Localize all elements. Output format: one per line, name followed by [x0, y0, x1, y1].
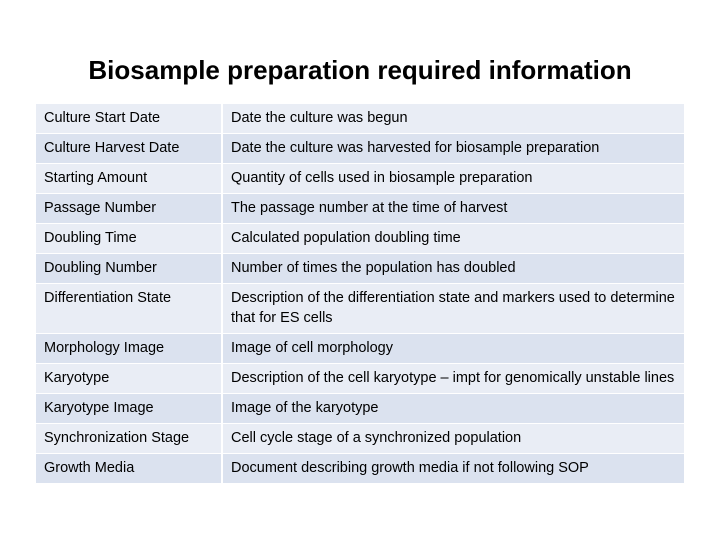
field-description-cell: Description of the differentiation state and markers used to determine that for ES cells — [222, 284, 684, 334]
field-description-cell: Calculated population doubling time — [222, 224, 684, 254]
field-name-cell: Growth Media — [36, 454, 222, 484]
table-row — [36, 364, 684, 394]
table-row — [36, 454, 684, 484]
field-name-cell: Starting Amount — [36, 164, 222, 194]
field-description-cell: Quantity of cells used in biosample preparation — [222, 164, 684, 194]
field-description-cell: Date the culture was harvested for biosample preparation — [222, 134, 684, 164]
field-description-cell: Image of cell morphology — [222, 334, 684, 364]
table-row — [36, 424, 684, 454]
field-description-cell: Cell cycle stage of a synchronized population — [222, 424, 684, 454]
field-name-cell: Karyotype Image — [36, 394, 222, 424]
info-table — [36, 103, 684, 484]
field-description-cell: The passage number at the time of harvest — [222, 194, 684, 224]
table-row — [36, 194, 684, 224]
field-description-cell: Number of times the population has doubled — [222, 254, 684, 284]
field-name-cell: Differentiation State — [36, 284, 222, 334]
field-name-cell: Karyotype — [36, 364, 222, 394]
field-name-cell: Synchronization Stage — [36, 424, 222, 454]
table-row — [36, 224, 684, 254]
field-name-cell: Culture Harvest Date — [36, 134, 222, 164]
field-name-cell: Passage Number — [36, 194, 222, 224]
table-row — [36, 134, 684, 164]
field-name-cell: Culture Start Date — [36, 104, 222, 134]
field-name-cell: Doubling Number — [36, 254, 222, 284]
field-description-cell: Description of the cell karyotype – impt for genomically unstable lines — [222, 364, 684, 394]
field-description-cell: Document describing growth media if not following SOP — [222, 454, 684, 484]
field-name-cell: Morphology Image — [36, 334, 222, 364]
table-row — [36, 334, 684, 364]
table-row — [36, 284, 684, 334]
field-name-cell: Doubling Time — [36, 224, 222, 254]
field-description-cell: Image of the karyotype — [222, 394, 684, 424]
table-row — [36, 394, 684, 424]
table-row — [36, 164, 684, 194]
table-row — [36, 104, 684, 134]
field-description-cell: Date the culture was begun — [222, 104, 684, 134]
page-title: Biosample preparation required information — [88, 55, 632, 85]
table-row — [36, 254, 684, 284]
